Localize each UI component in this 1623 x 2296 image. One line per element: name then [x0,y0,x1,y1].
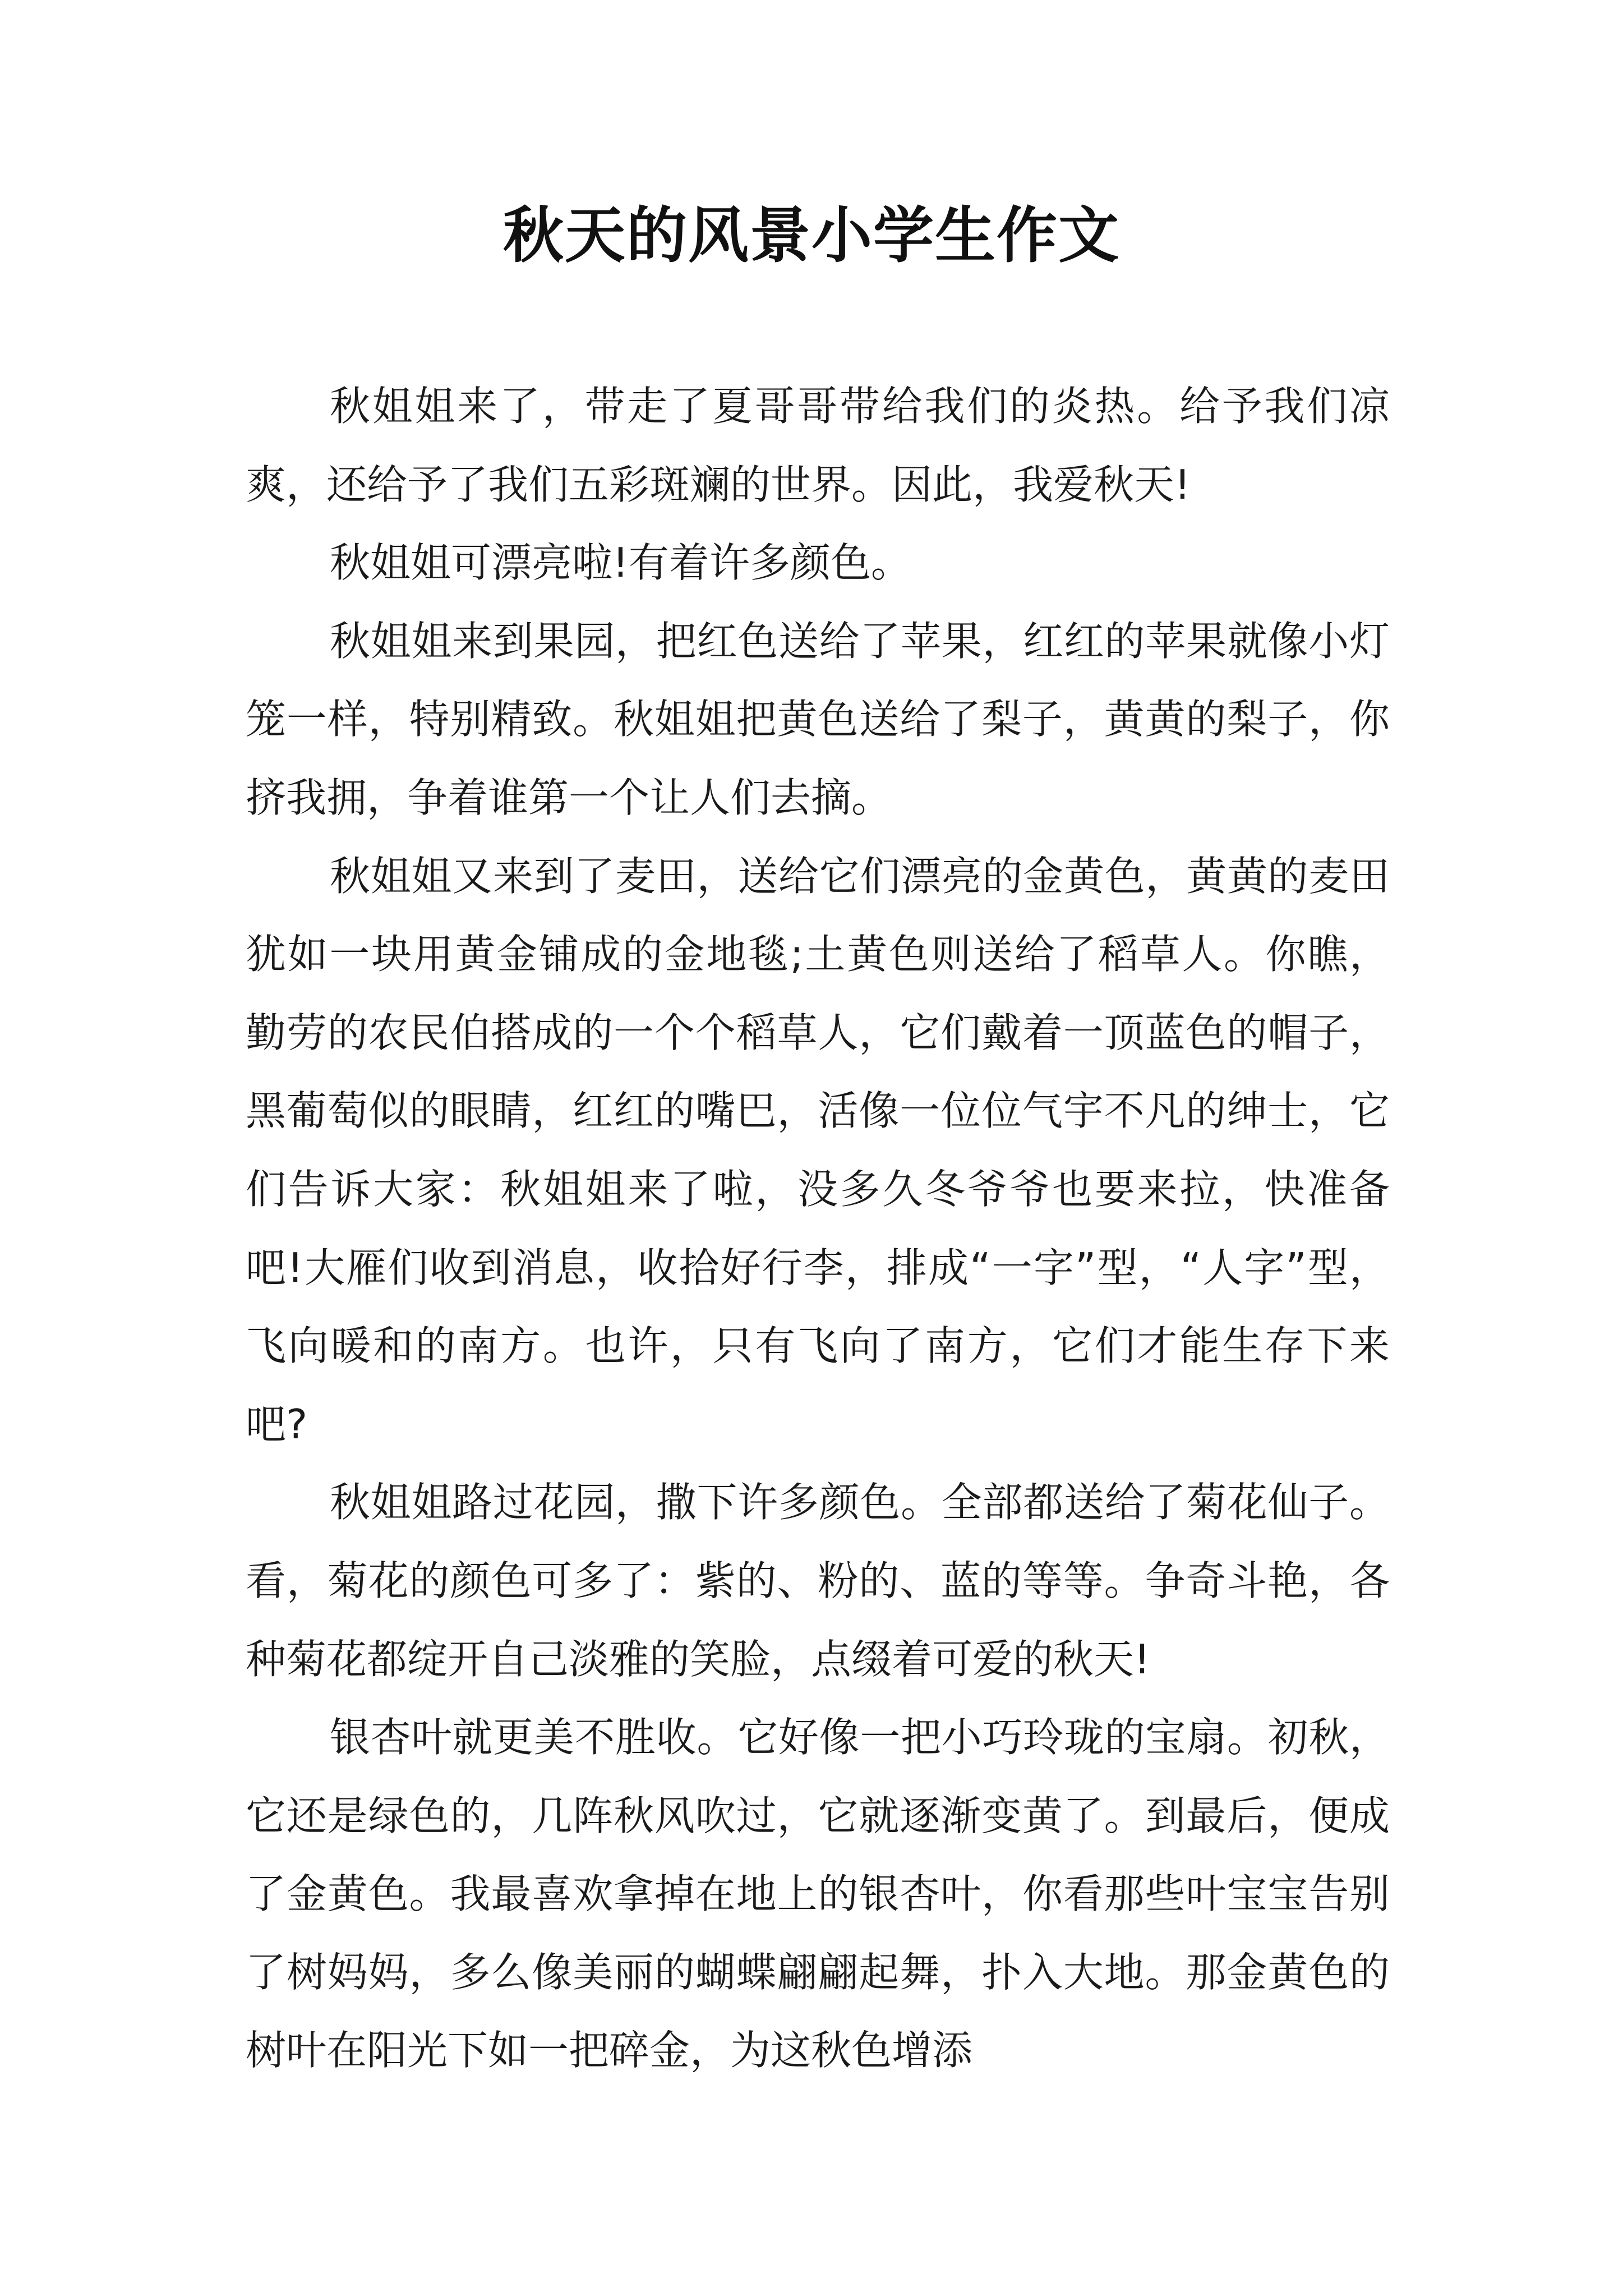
paragraph-3: 秋姐姐来到果园，把红色送给了苹果，红红的苹果就像小灯笼一样，特别精致。秋姐姐把黄色送给了梨子，黄黄的梨子，你挤我拥，争着谁第一个让人们去摘。 [246,617,1390,821]
document-body [246,367,1390,2090]
paragraph-5: 秋姐姐路过花园，撒下许多颜色。全部都送给了菊花仙子。看，菊花的颜色可多了：紫的、粉的、蓝的等等。争奇斗艳，各种菊花都绽开自己淡雅的笑脸，点缀着可爱的秋天! [246,1479,1390,1683]
paragraph-1: 秋姐姐来了，带走了夏哥哥带给我们的炎热。给予我们凉爽，还给予了我们五彩斑斓的世界。因此，我爱秋天! [246,383,1390,508]
paragraph-2: 秋姐姐可漂亮啦!有着许多颜色。 [330,539,911,587]
paragraph-6: 银杏叶就更美不胜收。它好像一把小巧玲珑的宝扇。初秋，它还是绿色的，几阵秋风吹过，它就逐渐变黄了。到最后，便成了金黄色。我最喜欢拿掉在地上的银杏叶，你看那些叶宝宝告别了树妈妈，多么像美丽的蝴蝶翩翩起舞，扑入大地。那金黄色的树叶在阳光下如一把碎金，为这秋色增添 [246,1714,1390,2074]
paragraph-4: 秋姐姐又来到了麦田，送给它们漂亮的金黄色，黄黄的麦田犹如一块用黄金铺成的金地毯;土黄色则送给了稻草人。你瞧，勤劳的农民伯搭成的一个个稻草人，它们戴着一顶蓝色的帽子，黑葡萄似的眼睛，红红的嘴巴，活像一位位气宇不凡的绅士，它们告诉大家：秋姐姐来了啦，没多久冬爷爷也要来拉，快准备吧!大雁们收到消息，收拾好行李，排成“一字”型，“人字”型，飞向暖和的南方。也许，只有飞向了南方，它们才能生存下来吧? [246,852,1390,1448]
document-title: 秋天的风景小学生作文 [502,200,1120,271]
